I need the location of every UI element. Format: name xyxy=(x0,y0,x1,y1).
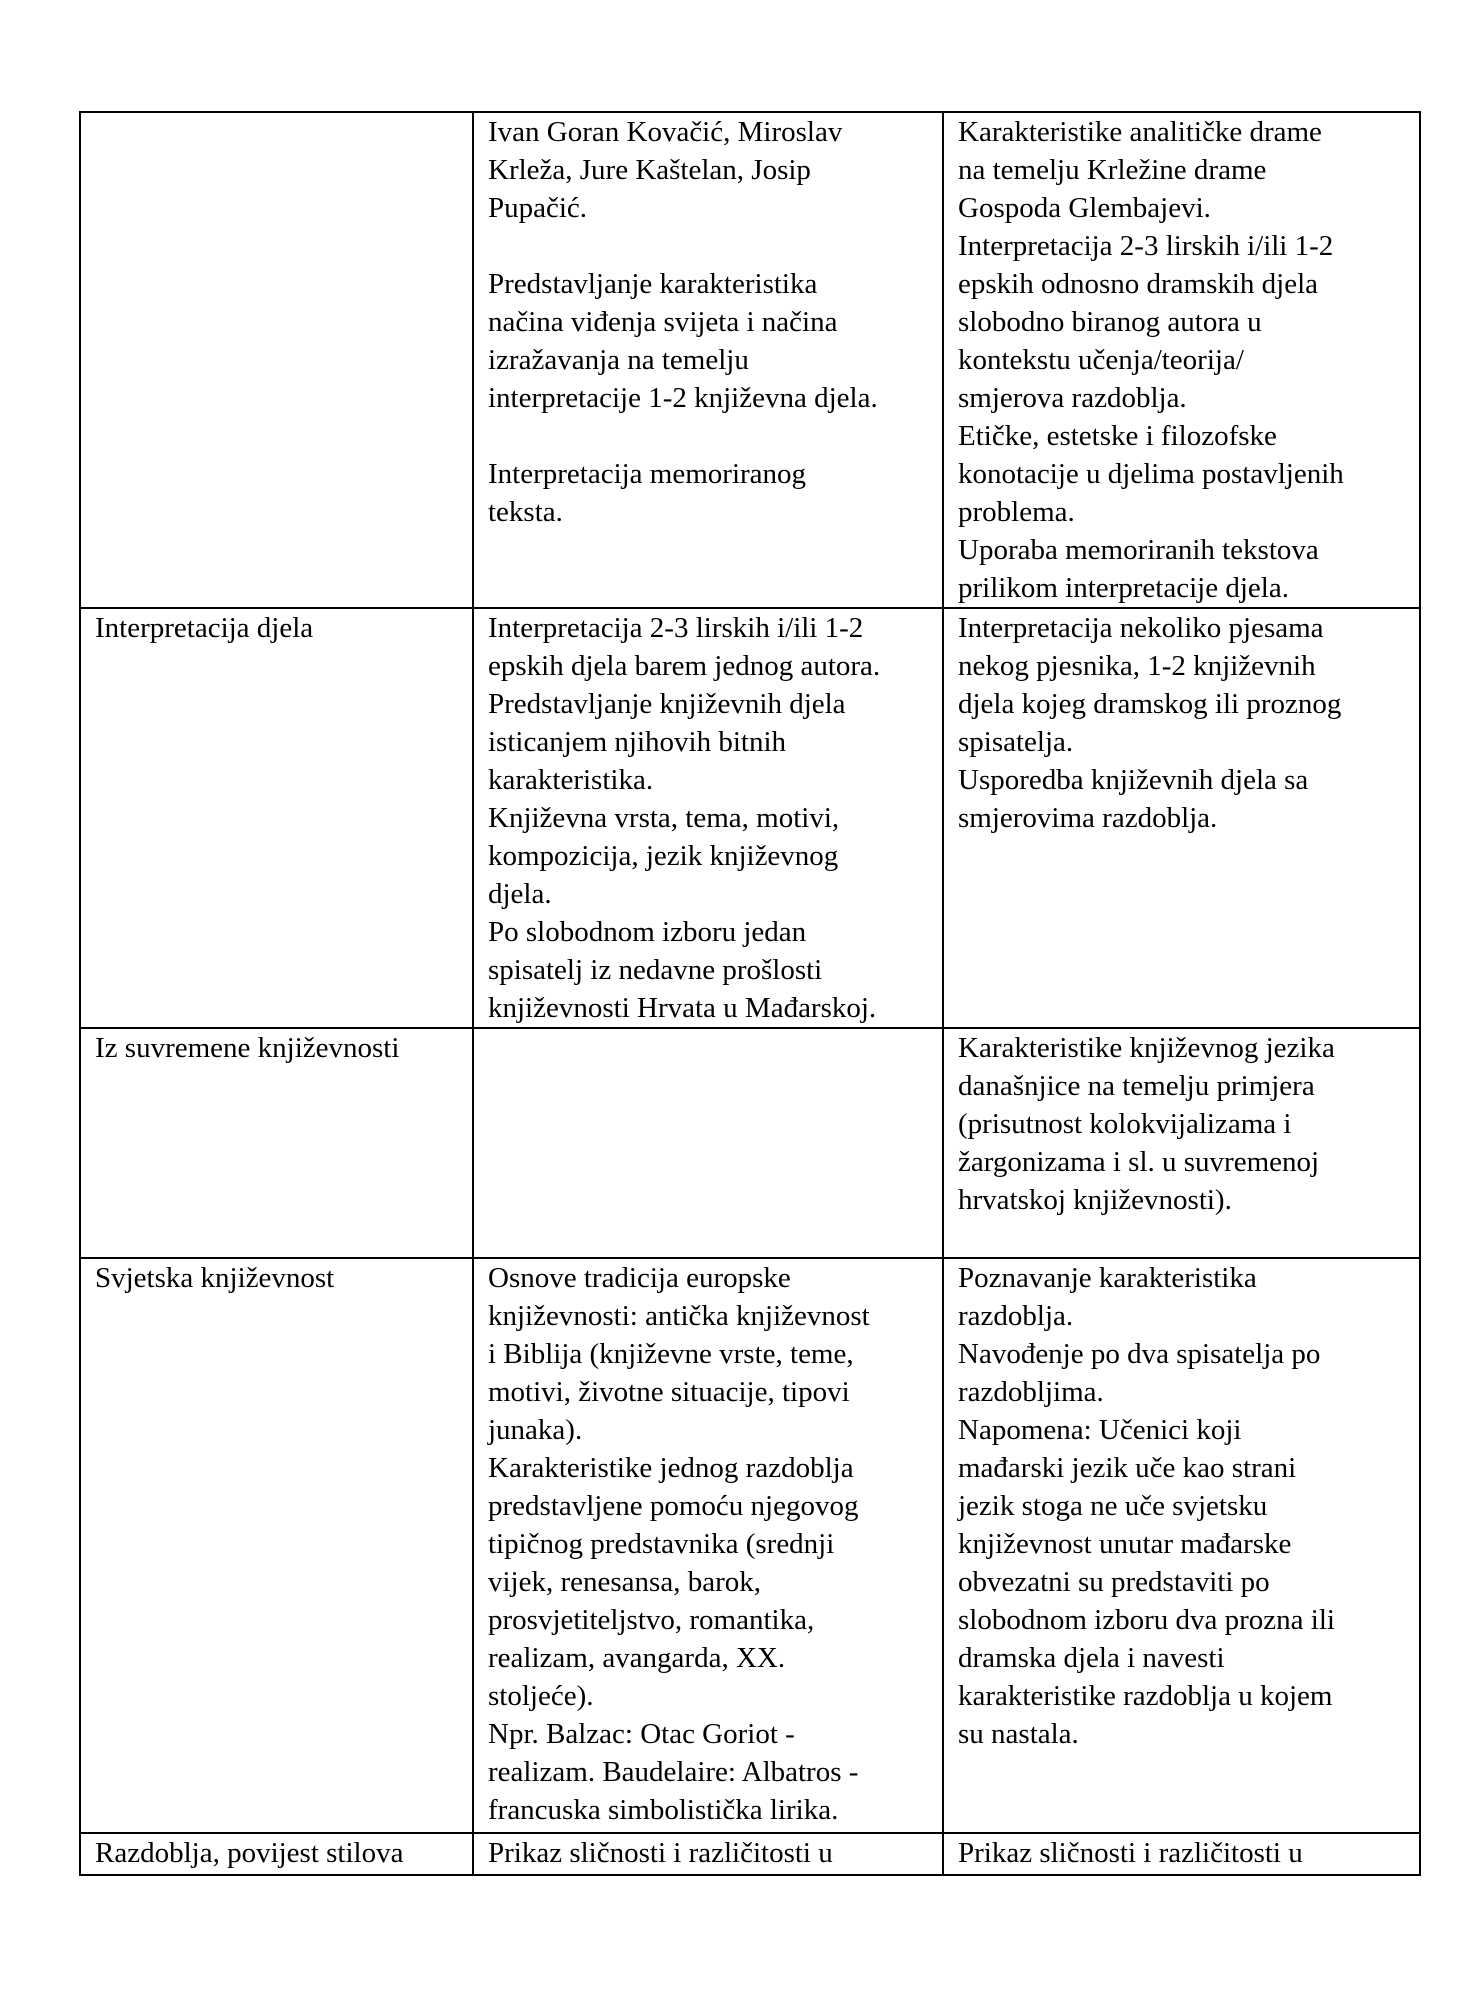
requirements-basic-cell xyxy=(473,608,943,1028)
table-row xyxy=(80,1258,1420,1833)
cell-text-line: smjerova razdoblja. xyxy=(958,382,1187,414)
topic-label: Svjetska književnost xyxy=(95,1262,335,1294)
cell-text-line: mađarski jezik uče kao strani xyxy=(958,1452,1297,1484)
cell-text-line: smjerovima razdoblja. xyxy=(958,802,1218,834)
requirements-advanced-cell xyxy=(943,112,1420,608)
cell-text-line: Interpretacija nekoliko pjesama xyxy=(958,612,1324,644)
topic-label: Razdoblja, povijest stilova xyxy=(95,1837,404,1869)
curriculum-table xyxy=(79,111,1421,1876)
cell-text-line: i Biblija (književne vrste, teme, xyxy=(488,1338,854,1370)
cell-text-line: književnosti Hrvata u Mađarskoj. xyxy=(488,992,877,1024)
cell-text-line: Gospoda Glembajevi. xyxy=(958,192,1211,224)
cell-text-line: isticanjem njihovih bitnih xyxy=(488,726,787,758)
cell-text-line: načina viđenja svijeta i načina xyxy=(488,306,838,338)
topic-cell xyxy=(80,608,473,1028)
table-row xyxy=(80,608,1420,1028)
cell-text-line: predstavljene pomoću njegovog xyxy=(488,1490,859,1522)
cell-text-line: Interpretacija memoriranog xyxy=(488,458,807,490)
cell-text-line: Napomena: Učenici koji xyxy=(958,1414,1242,1446)
cell-text-line: (prisutnost kolokvijalizama i xyxy=(958,1108,1292,1140)
cell-text-line: književnosti: antička književnost xyxy=(488,1300,870,1332)
requirements-advanced-cell xyxy=(943,608,1420,1028)
topic-label: Interpretacija djela xyxy=(95,612,314,644)
cell-text-line: Književna vrsta, tema, motivi, xyxy=(488,802,840,834)
cell-text-line: su nastala. xyxy=(958,1718,1079,1750)
paragraph-gap xyxy=(488,417,934,455)
cell-text-line: slobodnom izboru dva prozna ili xyxy=(958,1604,1335,1636)
table-body xyxy=(80,112,1420,1875)
cell-text-line: slobodno biranog autora u xyxy=(958,306,1262,338)
cell-text-line: Prikaz sličnosti i različitosti u xyxy=(958,1837,1303,1869)
cell-text-line: interpretacije 1-2 književna djela. xyxy=(488,382,878,414)
cell-text-line: današnjice na temelju primjera xyxy=(958,1070,1315,1102)
cell-text-line: prilikom interpretacije djela. xyxy=(958,572,1289,604)
topic-cell xyxy=(80,112,473,608)
table-row xyxy=(80,1028,1420,1258)
table-row xyxy=(80,1833,1420,1875)
requirements-basic-cell xyxy=(473,1258,943,1833)
requirements-advanced-cell xyxy=(943,1833,1420,1875)
cell-text-line: dramska djela i navesti xyxy=(958,1642,1225,1674)
cell-text-line: književnost unutar mađarske xyxy=(958,1528,1292,1560)
cell-text-line: nekog pjesnika, 1-2 književnih xyxy=(958,650,1316,682)
cell-text-line: Navođenje po dva spisatelja po xyxy=(958,1338,1321,1370)
cell-text-line: Usporedba književnih djela sa xyxy=(958,764,1309,796)
cell-text-line: francuska simbolistička lirika. xyxy=(488,1794,839,1826)
cell-text-line: obvezatni su predstaviti po xyxy=(958,1566,1270,1598)
requirements-basic-cell xyxy=(473,112,943,608)
cell-text-line: junaka). xyxy=(488,1414,583,1446)
cell-text-line: jezik stoga ne uče svjetsku xyxy=(958,1490,1268,1522)
cell-text-line: razdoblja. xyxy=(958,1300,1074,1332)
cell-text-line: karakteristike razdoblja u kojem xyxy=(958,1680,1333,1712)
cell-text-line: razdobljima. xyxy=(958,1376,1104,1408)
cell-text-line: hrvatskoj književnosti). xyxy=(958,1184,1232,1216)
cell-text-line: stoljeće). xyxy=(488,1680,594,1712)
cell-text-line: realizam. Baudelaire: Albatros - xyxy=(488,1756,859,1788)
cell-text-line: Po slobodnom izboru jedan xyxy=(488,916,807,948)
cell-text-line: Predstavljanje karakteristika xyxy=(488,268,818,300)
cell-text-line: Karakteristike književnog jezika xyxy=(958,1032,1335,1064)
cell-text-line: spisatelja. xyxy=(958,726,1074,758)
cell-text-line: spisatelj iz nedavne prošlosti xyxy=(488,954,823,986)
cell-text-line: Predstavljanje književnih djela xyxy=(488,688,846,720)
cell-text-line: problema. xyxy=(958,496,1075,528)
topic-cell xyxy=(80,1028,473,1258)
topic-label: Iz suvremene književnosti xyxy=(95,1032,400,1064)
cell-text-line: tipičnog predstavnika (srednji xyxy=(488,1528,835,1560)
cell-text-line: žargonizama i sl. u suvremenoj xyxy=(958,1146,1320,1178)
cell-text-line: djela kojeg dramskog ili proznog xyxy=(958,688,1342,720)
requirements-advanced-cell xyxy=(943,1258,1420,1833)
cell-text-line: epskih odnosno dramskih djela xyxy=(958,268,1319,300)
cell-text-line: Pupačić. xyxy=(488,192,588,224)
cell-text-line: motivi, životne situacije, tipovi xyxy=(488,1376,850,1408)
cell-text-line: Prikaz sličnosti i različitosti u xyxy=(488,1837,833,1869)
cell-text-line: Ivan Goran Kovačić, Miroslav xyxy=(488,116,843,148)
cell-text-line: teksta. xyxy=(488,496,563,528)
cell-text-line: Npr. Balzac: Otac Goriot - xyxy=(488,1718,795,1750)
cell-text-line: realizam, avangarda, XX. xyxy=(488,1642,786,1674)
paragraph-gap xyxy=(488,227,934,265)
cell-text-line: Interpretacija 2-3 lirskih i/ili 1-2 xyxy=(488,612,864,644)
cell-text-line: vijek, renesansa, barok, xyxy=(488,1566,761,1598)
cell-text-line: epskih djela barem jednog autora. xyxy=(488,650,881,682)
topic-cell xyxy=(80,1833,473,1875)
cell-text-line: prosvjetiteljstvo, romantika, xyxy=(488,1604,815,1636)
cell-text-line: Poznavanje karakteristika xyxy=(958,1262,1257,1294)
cell-text-line: Karakteristike analitičke drame xyxy=(958,116,1322,148)
cell-text-line: konotacije u djelima postavljenih xyxy=(958,458,1344,490)
requirements-basic-cell xyxy=(473,1833,943,1875)
requirements-basic-cell xyxy=(473,1028,943,1258)
cell-text-line: Osnove tradicija europske xyxy=(488,1262,791,1294)
cell-text-line: na temelju Krležine drame xyxy=(958,154,1267,186)
cell-text-line: Krleža, Jure Kaštelan, Josip xyxy=(488,154,811,186)
cell-text-line: izražavanja na temelju xyxy=(488,344,749,376)
cell-text-line: Interpretacija 2-3 lirskih i/ili 1-2 xyxy=(958,230,1334,262)
cell-text-line: kontekstu učenja/teorija/ xyxy=(958,344,1244,376)
cell-text-line: karakteristika. xyxy=(488,764,654,796)
cell-text-line: djela. xyxy=(488,878,552,910)
topic-cell xyxy=(80,1258,473,1833)
cell-text-line: Etičke, estetske i filozofske xyxy=(958,420,1277,452)
cell-text-line: Uporaba memoriranih tekstova xyxy=(958,534,1319,566)
table-row xyxy=(80,112,1420,608)
cell-text-line: kompozicija, jezik književnog xyxy=(488,840,839,872)
requirements-advanced-cell xyxy=(943,1028,1420,1258)
cell-text-line: Karakteristike jednog razdoblja xyxy=(488,1452,854,1484)
